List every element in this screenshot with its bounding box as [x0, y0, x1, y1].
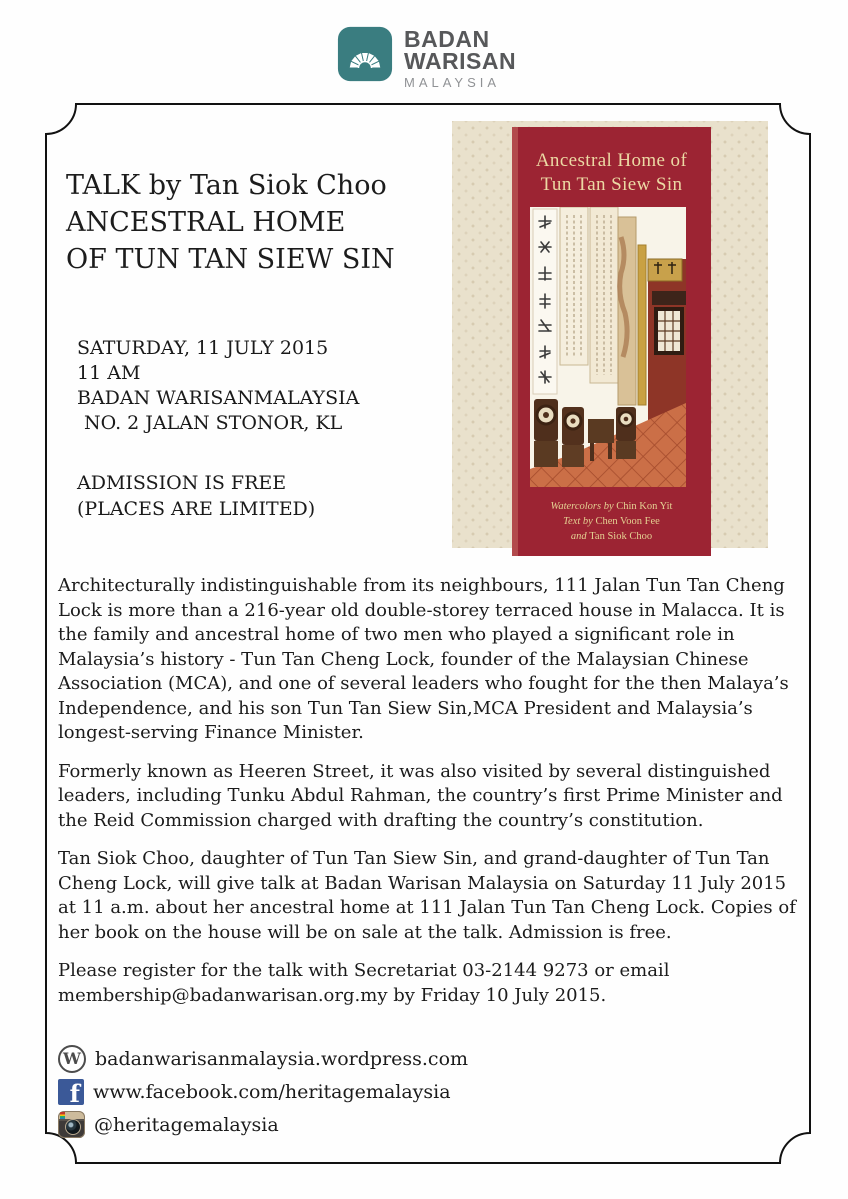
body-text [58, 574, 803, 1022]
wordpress-url: badanwarisanmalaysia.wordpress.com [95, 1047, 469, 1070]
instagram-handle: @heritagemalaysia [94, 1113, 279, 1136]
org-name-line3: MALAYSIA [404, 75, 501, 90]
book-title-line2: Tun Tan Siew Sin [540, 174, 683, 195]
event-title-line2: ANCESTRAL HOME [66, 207, 346, 238]
instagram-lens [65, 1119, 81, 1135]
org-name-line2: WARISAN [404, 48, 517, 74]
event-address: NO. 2 JALAN STONOR, KL [84, 412, 343, 434]
event-time: 11 AM [77, 362, 141, 384]
book-credit-line: Text by Chen Voon Fee [563, 516, 660, 527]
book-cover-photo [452, 121, 768, 548]
org-name-line1: BADAN [404, 26, 490, 52]
org-name [404, 26, 516, 90]
event-title [66, 167, 395, 278]
book-credit-line: Watercolors by Chin Kon Yit [550, 501, 673, 512]
event-title-line1: TALK by Tan Siok Choo [66, 170, 387, 201]
paragraph-registration: Please register for the talk with Secretariat 03-2144 9273 or email membership@badanwarisan.org.my by Friday 10 July 2015. [58, 960, 670, 1006]
event-venue: BADAN WARISANMALAYSIA [77, 387, 360, 409]
paragraph-house-history: Architecturally indistinguishable from its neighbours, 111 Jalan Tun Tan Cheng Lock is more than a 216-year old double-storey terraced house in Malacca. It is the family and ancestral home of two men who played a significant role in Malaysia’s history - Tun Tan Cheng Lock, founder of the Malaysian Chinese Association (MCA), and one of several leaders who fought for the then Malaya’s Independence, and his son Tun Tan Siew Sin,MCA President and Malaysia’s longest-serving Finance Minister. [58, 575, 789, 743]
event-date: SATURDAY, 11 JULY 2015 [77, 337, 329, 359]
fanlight-logo-icon [337, 26, 393, 82]
admission-info [77, 470, 315, 522]
facebook-icon: f [58, 1079, 84, 1105]
facebook-url: www.facebook.com/heritagemalaysia [93, 1080, 451, 1103]
social-row-facebook [58, 1075, 468, 1108]
admission-line1: ADMISSION IS FREE [77, 472, 287, 494]
book-cover-illustration [530, 207, 686, 487]
admission-line2: (PLACES ARE LIMITED) [77, 498, 316, 520]
wordpress-icon: W [58, 1045, 86, 1073]
instagram-icon [58, 1111, 85, 1138]
book-title [512, 149, 711, 197]
event-title-line3: OF TUN TAN SIEW SIN [66, 244, 395, 275]
book-credits [512, 499, 711, 544]
paragraph-heeren-street: Formerly known as Heeren Street, it was also visited by several distinguished leaders, including Tunku Abdul Rahman, the country’s first Prime Minister and the Reid Commission charged with drafting the country’s constitution. [58, 760, 783, 831]
event-details [77, 336, 359, 436]
instagram-rainbow-stripe [60, 1112, 65, 1119]
org-logo [337, 26, 516, 90]
book-cover [512, 127, 711, 556]
social-links [58, 1042, 468, 1141]
social-row-wordpress [58, 1042, 468, 1075]
book-title-line1: Ancestral Home of [535, 150, 688, 171]
social-row-instagram [58, 1108, 468, 1141]
paragraph-talk-details: Tan Siok Choo, daughter of Tun Tan Siew Sin, and grand-daughter of Tun Tan Cheng Lock, will give talk at Badan Warisan Malaysia on Saturday 11 July 2015 at 11 a.m. about her ancestral home at 111 Jalan Tun Tan Cheng Lock. Copies of her book on the house will be on sale at the talk. Admission is free. [58, 848, 796, 943]
book-credit-line: and Tan Siok Choo [570, 531, 653, 542]
